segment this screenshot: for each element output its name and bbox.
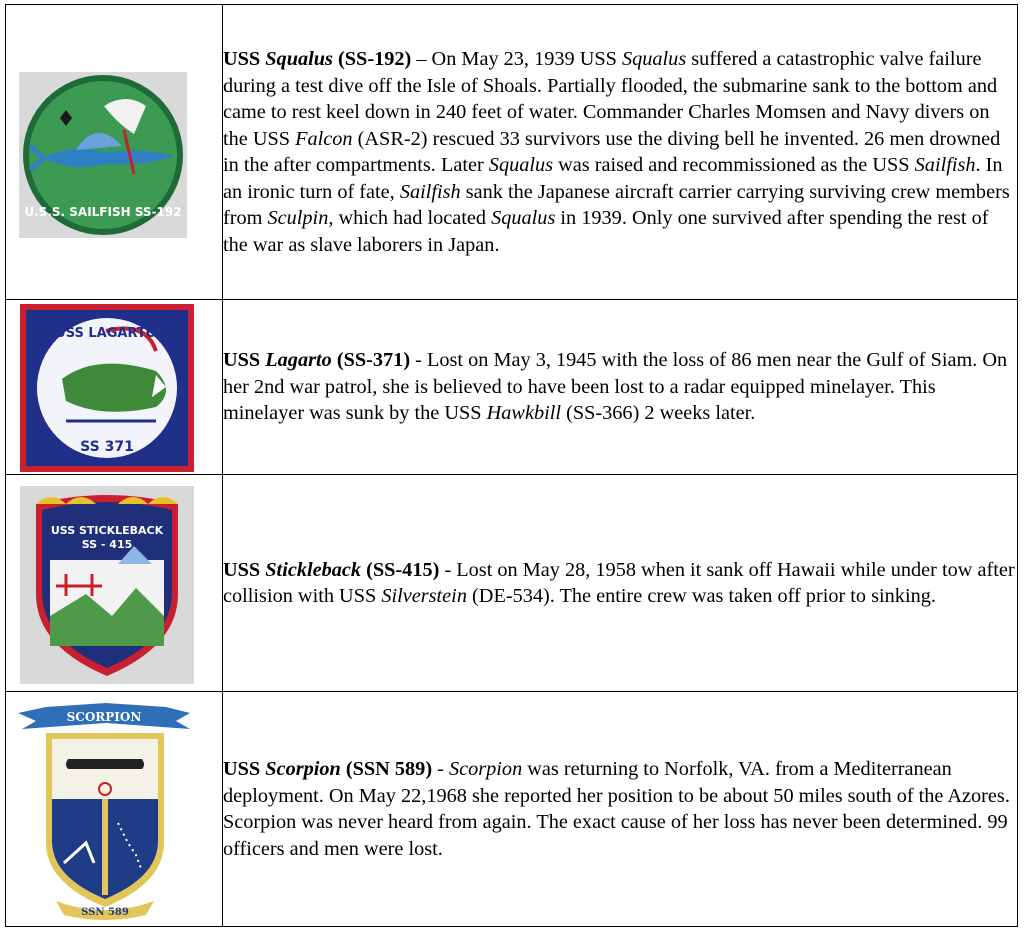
sailfish-patch bbox=[6, 6, 222, 299]
patch-cell bbox=[6, 300, 223, 475]
entry-text bbox=[223, 692, 1018, 927]
patch-lettering: SCORPION bbox=[66, 709, 142, 724]
lagarto-patch bbox=[6, 301, 222, 474]
entry-body: - Lost on May 28, 1958 when it sank off Hawaii while under tow after collision with USS Silverstein (DE-534). The entire crew was taken off prior to sinking. bbox=[223, 558, 1015, 607]
scorpion-patch bbox=[6, 693, 222, 926]
submarine-table bbox=[5, 4, 1018, 927]
entry-title: USS Squalus (SS-192) bbox=[223, 48, 412, 70]
entry-text bbox=[223, 5, 1018, 300]
entry-title: USS Stickleback (SS-415) bbox=[223, 558, 440, 581]
patch-lettering: U.S.S. SAILFISH SS-192 bbox=[24, 204, 182, 219]
entry-text bbox=[223, 475, 1018, 692]
entry-body: – On May 23, 1939 USS Squalus suffered a catastrophic valve failure during a test dive off the Isle of Shoals. Partially flooded, the submarine sank to the bottom and came to rest keel down in 240 feet of water. Commander Charles Momsen and Navy divers on the USS Falcon (ASR-2) rescued 33 survivors use the diving bell he invented. 26 men drowned in the after compartments. Later Squalus was raised and recommissioned as the USS Sailfish. In an ironic turn of fate, Sailfish sank the Japanese aircraft carrier carrying surviving crew members from Sculpin, which had located Squalus in 1939. Only one survived after spending the rest of the war as slave laborers in Japan. bbox=[223, 48, 1010, 256]
entry-title: USS Scorpion (SSN 589) bbox=[223, 758, 433, 780]
table-row bbox=[6, 300, 1018, 475]
patch-hull-number: SSN 589 bbox=[81, 906, 129, 918]
entry-body: - Scorpion was returning to Norfolk, VA. from a Mediterranean deployment. On May 22,1968 she reported her position to be about 50 miles south of the Azores. Scorpion was never heard from again. The exact cause of her loss has never been determined. 99 officers and men were lost. bbox=[223, 758, 1010, 860]
patch-cell bbox=[6, 692, 223, 927]
table-row bbox=[6, 5, 1018, 300]
patch-lettering: USS LAGARTO bbox=[55, 325, 157, 341]
patch-lettering: USS STICKLEBACK bbox=[50, 523, 164, 537]
table-row bbox=[6, 475, 1018, 692]
entry-body: - Lost on May 3, 1945 with the loss of 86 men near the Gulf of Siam. On her 2nd war patrol, she is believed to have been lost to a radar equipped minelayer. This minelayer was sunk by the USS Hawkbill (SS-366) 2 weeks later. bbox=[223, 349, 1008, 425]
table-row bbox=[6, 692, 1018, 927]
patch-hull-number: SS - 415 bbox=[81, 537, 133, 551]
entry-text bbox=[223, 300, 1018, 475]
patch-cell bbox=[6, 5, 223, 300]
entry-title: USS Lagarto (SS-371) bbox=[223, 349, 411, 372]
stickleback-patch bbox=[6, 476, 222, 691]
patch-hull-number: SS 371 bbox=[80, 438, 134, 455]
patch-cell bbox=[6, 475, 223, 692]
